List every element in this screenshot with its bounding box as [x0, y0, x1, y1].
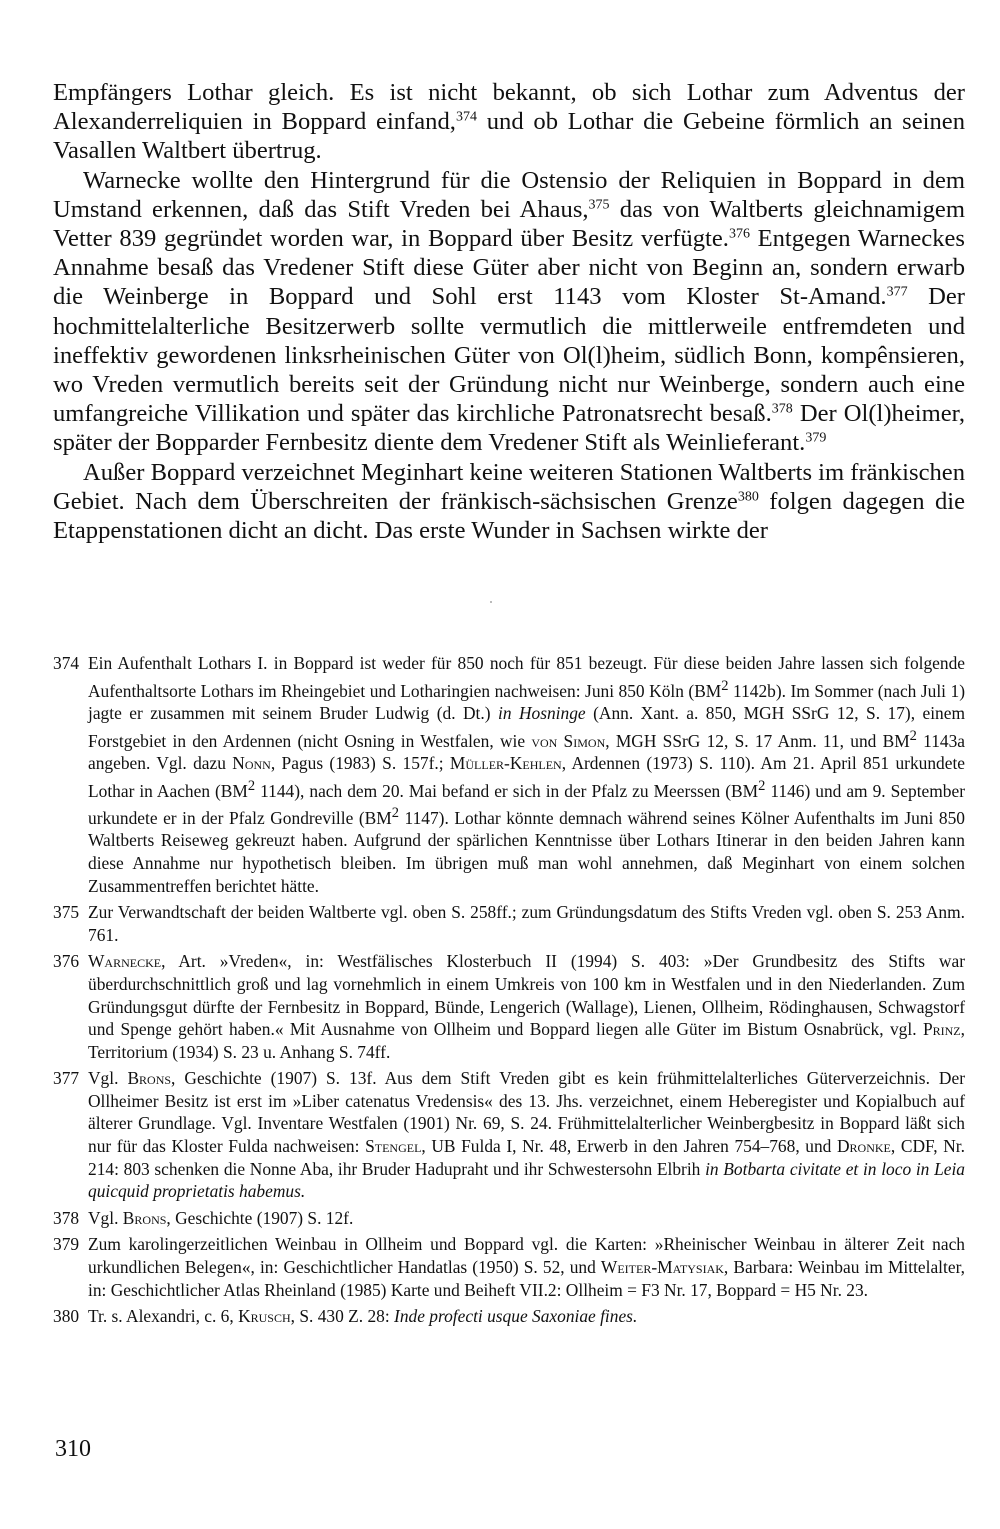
- footnote-ref[interactable]: 377: [886, 284, 908, 300]
- footnote-text: Warnecke, Art. »Vreden«, in: Westfälisches Klosterbuch II (1994) S. 403: »Der Grundbesitz des Stifts war überdurchschnittlich groß und lag vornehmlich in einem Umkreis von 100 km in Westfalen und in den Niederlanden. Zum Gründungsgut dürfte der Fernbesitz in Boppard, Bünde, Lengerich (Wallage), Lienen, Ollheim, Rödinghausen, Schwagstorf und Spenge gehört haben.« Mit Ausnahme von Ollheim und Boppard liegen alle Güter im Bistum Osnabrück, vgl. Prinz, Territorium (1934) S. 23 u. Anhang S. 74ff.: [88, 951, 965, 1062]
- main-text: [53, 78, 965, 545]
- footnote-ref[interactable]: 378: [771, 401, 793, 417]
- footnote-ref[interactable]: 374: [455, 109, 477, 125]
- footnote-377: [53, 1067, 965, 1203]
- footnote-number: 379: [53, 1234, 80, 1255]
- footnote-number: 378: [53, 1207, 80, 1228]
- footnote-number: 377: [53, 1068, 80, 1089]
- footnote-378: [53, 1207, 965, 1230]
- footnote-ref[interactable]: 376: [728, 226, 750, 242]
- footnote-ref[interactable]: 375: [588, 197, 610, 213]
- footnote-374: [53, 652, 965, 897]
- footnote-ref[interactable]: 380: [737, 489, 759, 505]
- paragraph: Warnecke wollte den Hintergrund für die Ostensio der Reliquien in Boppard in dem Umstand erkennen, daß das Stift Vreden bei Ahaus,$^{375}$ das von Waltberts gleichnamigem Vetter 839 gegründet worden war, in Boppard über Besitz verfügte.$^{376}$ Entgegen Warneckes Annahme besaß das Vredener Stift diese Güter aber nicht von Beginn an, sondern erwarb die Weinberge in Boppard und Sohl erst 1143 vom Kloster St-Amand.$^{377}$ Der hochmittelalterliche Besitzerwerb sollte vermutlich die mittlerweile entfremdeten und ineffektiv gewordenen linksrheinischen Güter von Ol(l)heim, südlich Bonn, kompênsieren, wo Vreden vermutlich bereits seit der Gründung nicht nur Weinberge, sondern auch eine umfangreiche Villikation und später das kirchliche Patronatsrecht besaß.$^{378}$ Der Ol(l)heimer, später der Bopparder Fernbesitz diente dem Vredener Stift als Weinlieferant.$^{379}$: [53, 166, 965, 457]
- paragraph: Außer Boppard verzeichnet Meginhart keine weiteren Stationen Waltberts im fränkischen Gebiet. Nach dem Überschreiten der fränkisch-sächsischen Grenze$^{380}$ folgen dagegen die Etappenstationen dicht an dicht. Das erste Wunder in Sachsen wirkte der: [53, 458, 965, 545]
- paragraph: Empfängers Lothar gleich. Es ist nicht bekannt, ob sich Lothar zum Adventus der Alexanderreliquien in Boppard einfand,$^{374}$ und ob Lothar die Gebeine förmlich an seinen Vasallen Waltbert übertrug.: [53, 79, 966, 165]
- footnote-375: [53, 901, 965, 946]
- footnote-text: Zum karolingerzeitlichen Weinbau in Ollheim und Boppard vgl. die Karten: »Rheinischer Weinbau in älterer Zeit nach urkundlichen Belegen«, in: Geschichtlicher Handatlas (1950) S. 52, und Weiter-Matysiak, Barbara: Weinbau im Mittelalter, in: Geschichtlicher Atlas Rheinland (1985) Karte und Beiheft VII.2: Ollheim = F3 Nr. 17, Boppard = H5 Nr. 23.: [88, 1234, 966, 1300]
- footnote-text: Tr. s. Alexandri, c. 6, Krusch, S. 430 Z. 28: Inde profecti usque Saxoniae fines.: [88, 1306, 638, 1327]
- page-number: 310: [55, 1436, 91, 1462]
- footnote-text: Vgl. Brons, Geschichte (1907) S. 12f.: [88, 1207, 354, 1228]
- footnote-text: Zur Verwandtschaft der beiden Waltberte vgl. oben S. 258ff.; zum Gründungsdatum des Stifts Vreden vgl. oben S. 253 Anm. 761.: [88, 902, 965, 945]
- footnote-number: 380: [53, 1306, 80, 1327]
- footnote-number: 375: [53, 902, 80, 923]
- footnote-380: [53, 1305, 965, 1328]
- footnotes: [53, 652, 965, 1332]
- footnote-number: 376: [53, 951, 80, 972]
- footnote-text: Ein Aufenthalt Lothars I. in Boppard ist weder für 850 noch für 851 bezeugt. Für diese beiden Jahre lassen sich folgende Aufenthaltsorte Lothars im Rheingebiet und Lotharingien nachweisen: Juni 850 Köln ($BM^2$ 1142b). Im Sommer (nach Juli 1) jagte er zusammen mit seinem Bruder Ludwig (d. Dt.) in Hosninge (Ann. Xant. a. 850, MGH SSrG 12, S. 17), einem Forstgebiet in den Ardennen (nicht Osning in Westfalen, wie von Simon, MGH SSrG 12, S. 17 Anm. 11, und $BM^2$ 1143a angeben. Vgl. dazu Nonn, Pagus (1983) S. 157f.; Müller-Kehlen, Ardennen (1973) S. 110). Am 21. April 851 urkundete Lothar in Aachen ($BM^2$ 1144), nach dem 20. Mai befand er sich in der Pfalz zu Meerssen ($BM^2$ 1146) und am 9. September urkundete er in der Pfalz Gondreville ($BM^2$ 1147). Lothar könnte demnach während seines Kölner Aufenthalts im Juni 850 Waltberts Reiseweg gekreuzt haben. Aufgrund der spärlichen Kenntnisse über Lothars Itinerar in den beiden Jahren kann diese Annahme nur hypothetisch bleiben. Im übrigen muß man wohl annehmen, daß Meginhart von einem solchen Zusammentreffen berichtet hätte.: [88, 653, 966, 896]
- footnote-379: [53, 1233, 965, 1301]
- footnote-376: [53, 950, 965, 1063]
- footnote-text: Vgl. Brons, Geschichte (1907) S. 13f. Aus dem Stift Vreden gibt es kein frühmittelalterliches Güterverzeichnis. Der Ollheimer Besitz ist erst im »Liber catenatus Vredensis« des 13. Jhs. verzeichnet, einem Heberegister und Kopialbuch auf älterer Grundlage. Vgl. Inventare Westfalen (1901) Nr. 69, S. 24. Frühmittelalterlicher Weinbergbesitz in Boppard läßt sich nur für das Kloster Fulda nachweisen: Stengel, UB Fulda I, Nr. 48, Erwerb in den Jahren 754–768, und Dronke, CDF, Nr. 214: 803 schenken die Nonne Aba, ihr Bruder Haduprаht und ihr Schwestersohn Elbrih in Botbarta civitate et in loco in Leia quicquid proprietatis habemus.: [88, 1068, 965, 1202]
- footnote-number: 374: [53, 653, 80, 673]
- separator-dot: [490, 601, 492, 603]
- footnote-ref[interactable]: 379: [805, 430, 827, 446]
